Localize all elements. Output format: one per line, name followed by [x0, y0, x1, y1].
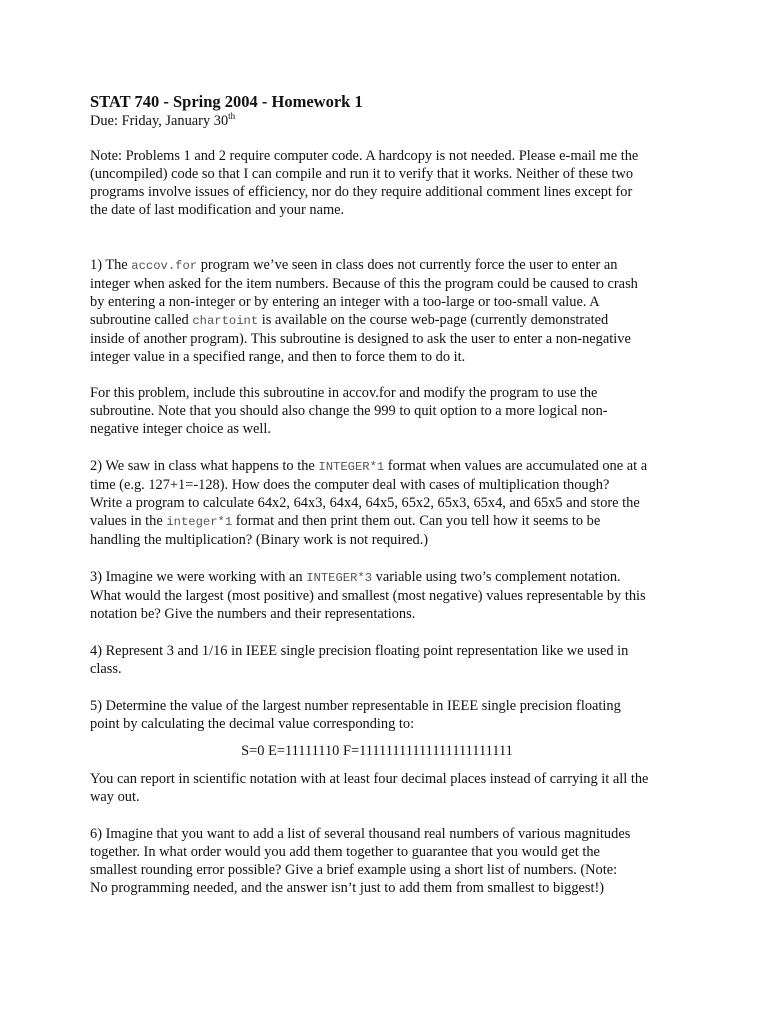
ieee-bit-pattern: S=0 E=11111110 F=11111111111111111111111 [241, 743, 513, 759]
problem-1-followup [90, 384, 690, 438]
due-date [90, 112, 690, 130]
problem-6-line: together. In what order would you add them together to guarantee that you would get the [90, 844, 600, 860]
due-date-superscript: th [228, 111, 236, 122]
problem-1-followup-line: subroutine. Note that you should also change the 999 to quit option to a more logical non- [90, 403, 608, 419]
problem-text: program we’ve seen in class does not currently force the user to enter an [197, 257, 618, 273]
problem-text: is available on the course web-page (currently demonstrated [258, 312, 609, 328]
code-integer-1: INTEGER*1 [318, 460, 385, 474]
problem-1-followup-line: negative integer choice as well. [90, 421, 272, 437]
code-chartoint: chartoint [192, 314, 259, 328]
problem-5-followup [90, 770, 690, 806]
problem-3-line: What would the largest (most positive) and smallest (most negative) values representable by this [90, 588, 646, 604]
page-title: STAT 740 - Spring 2004 - Homework 1 [90, 92, 363, 111]
problem-6-line: smallest rounding error possible? Give a brief example using a short list of numbers. (Note: [90, 862, 618, 878]
problem-text: 2) We saw in class what happens to the [90, 458, 319, 474]
problem-4 [90, 642, 690, 678]
problem-2-line: handling the multiplication? (Binary work is not required.) [90, 532, 429, 548]
problem-5-line: point by calculating the decimal value corresponding to: [90, 716, 415, 732]
problem-1 [90, 256, 690, 366]
problem-text: format when values are accumulated one at a [384, 458, 648, 474]
problem-2 [90, 457, 690, 549]
problem-6-line: No programming needed, and the answer isn’t just to add them from smallest to biggest!) [90, 880, 605, 896]
problem-5-followup-line: You can report in scientific notation with at least four decimal places instead of carrying it all the [90, 771, 649, 787]
problem-text: variable using two’s complement notation. [372, 569, 621, 585]
problem-6-line: 6) Imagine that you want to add a list of several thousand real numbers of various magnitudes [90, 826, 631, 842]
problem-3-line [90, 568, 690, 587]
problem-4-line: 4) Represent 3 and 1/16 in IEEE single precision floating point representation like we used in [90, 643, 629, 659]
code-integer-1-lower: integer*1 [166, 515, 233, 529]
note-line: the date of last modification and your name. [90, 202, 345, 218]
problem-text: 3) Imagine we were working with an [90, 569, 307, 585]
problem-2-line: time (e.g. 127+1=-128). How does the computer deal with cases of multiplication though? [90, 477, 610, 493]
problem-1-line: integer when asked for the item numbers. Because of this the program could be caused to crash [90, 276, 638, 292]
note-line: programs involve issues of efficiency, nor do they require additional comment lines except for [90, 184, 633, 200]
problem-1-line [90, 256, 690, 275]
homework-page [90, 92, 690, 897]
code-accov-for: accov.for [131, 259, 198, 273]
problem-text: format and then print them out. Can you tell how it seems to be [232, 513, 601, 529]
note-line: (uncompiled) code so that I can compile and run it to verify that it works. Neither of these two [90, 166, 634, 182]
problem-1-line: integer value in a specified range, and then to force them to do it. [90, 349, 466, 365]
problem-3-line: notation be? Give the numbers and their representations. [90, 606, 416, 622]
note-paragraph [90, 147, 690, 219]
due-date-text: Due: Friday, January 30 [90, 113, 229, 129]
problem-1-line: inside of another program). This subroutine is designed to ask the user to enter a non-negative [90, 331, 631, 347]
problem-5-followup-line: way out. [90, 789, 140, 805]
problem-text: subroutine called [90, 312, 193, 328]
problem-5-line: 5) Determine the value of the largest number representable in IEEE single precision floating [90, 698, 621, 714]
problem-2-line: Write a program to calculate 64x2, 64x3, 64x4, 64x5, 65x2, 65x3, 65x4, and 65x5 and store the [90, 495, 640, 511]
problem-4-line: class. [90, 661, 122, 677]
problem-text: values in the [90, 513, 167, 529]
problem-6 [90, 825, 690, 897]
problem-1-line: by entering a non-integer or by entering an integer with a too-large or too-small value. A [90, 294, 600, 310]
problem-2-line [90, 512, 690, 531]
code-integer-3: INTEGER*3 [306, 571, 373, 585]
note-line: Note: Problems 1 and 2 require computer code. A hardcopy is not needed. Please e-mail me the [90, 148, 639, 164]
problem-1-line [90, 311, 690, 330]
problem-2-line [90, 457, 690, 476]
problem-1-followup-line: For this problem, include this subroutine in accov.for and modify the program to use the [90, 385, 598, 401]
problem-text: 1) The [90, 257, 132, 273]
problem-3 [90, 568, 690, 623]
problem-5 [90, 697, 690, 733]
